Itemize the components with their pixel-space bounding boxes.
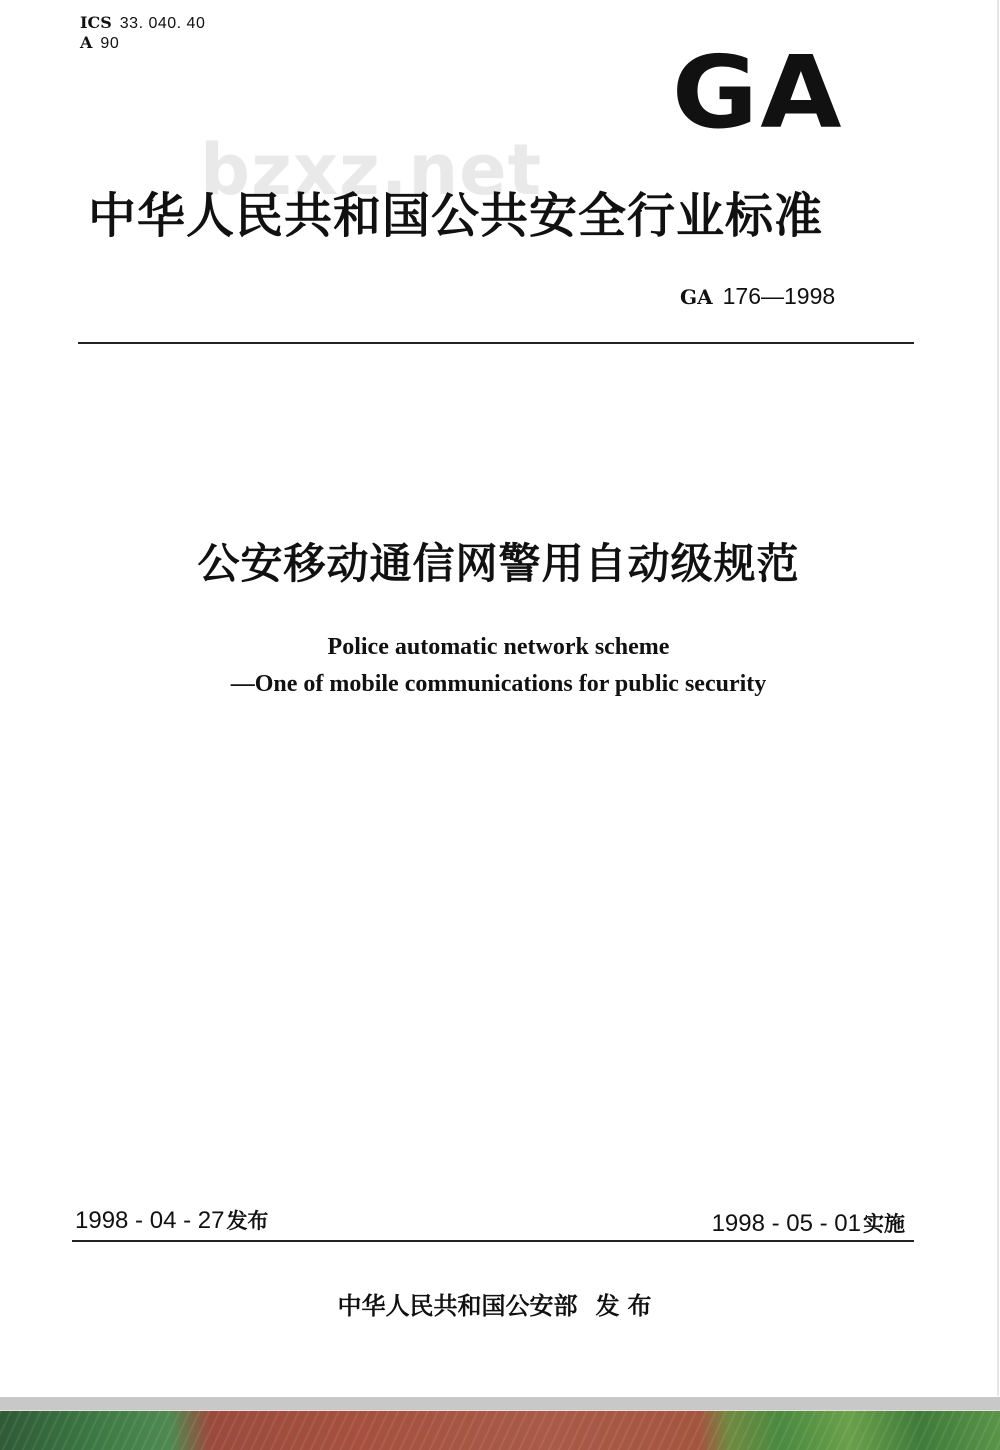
date-divider [72, 1240, 914, 1242]
standard-category-title: 中华人民共和国公共安全行业标准 [88, 188, 824, 244]
standard-number-value: 176—1998 [722, 283, 836, 309]
issue-date [75, 1205, 268, 1236]
document-title-english-line1: Police automatic network scheme [327, 634, 670, 660]
standard-number [680, 282, 835, 311]
effective-date-value: 1998 - 05 - 01 [711, 1210, 861, 1237]
issue-date-value: 1998 - 04 - 27 [75, 1207, 225, 1234]
ics-value: 33. 040. 40 [119, 15, 206, 32]
publisher [0, 1290, 997, 1322]
ccs-value: 90 [100, 35, 120, 52]
standard-prefix: GA [680, 285, 713, 309]
ics-label: ICS [80, 13, 112, 32]
ccs-label: A [80, 33, 93, 52]
effective-date [712, 1208, 905, 1239]
viewer-separator-bar [0, 1397, 1000, 1411]
effective-date-label: 实施 [863, 1212, 905, 1236]
header-divider [78, 342, 914, 344]
issue-date-label: 发布 [226, 1209, 269, 1233]
ga-logo: GA [671, 34, 844, 151]
publisher-action: 发布 [595, 1292, 660, 1320]
document-title-english-line2: —One of mobile communications for public security [230, 671, 767, 697]
document-title-chinese: 公安移动通信网警用自动级规范 [197, 539, 800, 588]
background-photo-strip [0, 1411, 1000, 1450]
publisher-name: 中华人民共和国公安部 [337, 1292, 578, 1320]
classification-codes [80, 13, 205, 53]
watermark: bzxz.net [200, 129, 543, 211]
